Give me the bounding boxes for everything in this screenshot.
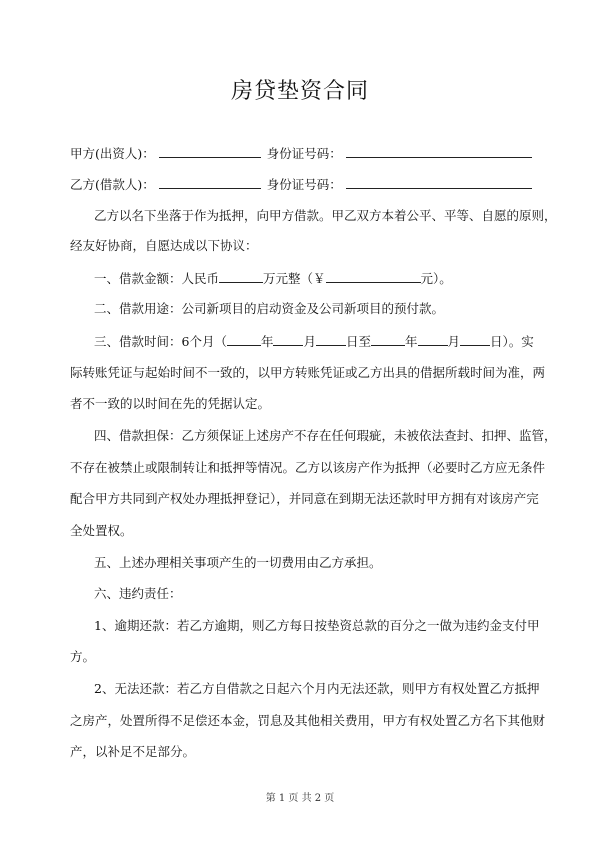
clause-2-purpose: 二、借款用途：公司新项目的启动资金及公司新项目的预付款。 (94, 301, 445, 316)
clause-4-line-3: 配合甲方共同到产权处办理抵押登记），并同意在到期无法还款时甲方拥有对该房产完 (70, 491, 539, 506)
clause-4-line-4: 全处置权。 (70, 523, 133, 538)
end-year-blank (371, 333, 405, 346)
party-a-name-blank (159, 145, 261, 158)
amount-yuan-blank (326, 270, 421, 283)
start-day-blank (316, 333, 346, 346)
party-a-line (70, 145, 532, 162)
party-a-label: 甲方(出资人)： (70, 146, 155, 161)
sub-1-line-1: 1、逾期还款：若乙方逾期，则乙方每日按垫资总款的百分之一做为违约金支付甲 (94, 618, 540, 633)
clause-1-suffix: 元）。 (420, 271, 452, 286)
end-day-blank (460, 333, 490, 346)
clause-3-line-3: 者不一致的以时间在先的凭据认定。 (70, 396, 271, 411)
month-label: 月 (303, 334, 316, 349)
clause-5-fees: 五、上述办理相关事项产生的一切费用由乙方承担。 (94, 555, 382, 570)
page-title: 房贷垫资合同 (230, 79, 369, 104)
clause-4-line-1: 四、借款担保：乙方须保证上述房产不存在任何瑕疵，未被依法查封、扣押、监管， (94, 428, 557, 443)
party-b-name-blank (159, 176, 261, 189)
month-label: 月 (447, 334, 461, 349)
page-number: 第 1 页 共 2 页 (265, 793, 335, 804)
party-b-line (70, 176, 532, 193)
sub-2-line-3: 产，以补足不足部分。 (70, 744, 196, 759)
party-b-label: 乙方(借款人)： (70, 177, 155, 192)
clause-1-amount (94, 270, 452, 287)
day-end-label: 日）。实 (490, 334, 534, 349)
sub-1-line-2: 方。 (70, 649, 96, 664)
year-label: 年 (260, 334, 274, 349)
clause-1-prefix: 一、借款金额：人民币 (94, 271, 220, 286)
day-to-label: 日至 (346, 334, 372, 349)
start-month-blank (273, 333, 303, 346)
amount-wan-blank (219, 270, 263, 283)
clause-1-mid: 万元整（￥ (263, 271, 326, 286)
clause-6-heading: 六、违约责任： (94, 586, 182, 601)
clause-4-line-2: 不存在被禁止或限制转让和抵押等情况。乙方以该房产作为抵押（必要时乙方应无条件 (70, 460, 546, 475)
intro-line-1: 乙方以名下坐落于作为抵押，向甲方借款。甲乙双方本着公平、平等、自愿的原则， (94, 208, 557, 223)
year-label: 年 (405, 334, 418, 349)
sub-2-line-1: 2、无法还款：若乙方自借款之日起六个月内无法还款，则甲方有权处置乙方抵押 (94, 681, 540, 696)
sub-2-line-2: 之房产，处置所得不足偿还本金，罚息及其他相关费用，甲方有权处置乙方名下其他财 (70, 713, 546, 728)
party-a-id-blank (346, 145, 532, 158)
intro-line-2: 经友好协商，自愿达成以下协议： (70, 238, 258, 253)
party-a-id-label: 身份证号码： (266, 146, 342, 161)
party-b-id-label: 身份证号码： (266, 177, 342, 192)
clause-3-line-2: 际转账凭证与起始时间不一致的，以甲方转账凭证或乙方出具的借据所载时间为准，两 (70, 365, 546, 380)
party-b-id-blank (346, 176, 532, 189)
start-year-blank (227, 333, 261, 346)
end-month-blank (418, 333, 448, 346)
clause-3-prefix: 三、借款时间：6个月（ (94, 334, 227, 349)
clause-3-term (94, 333, 534, 350)
